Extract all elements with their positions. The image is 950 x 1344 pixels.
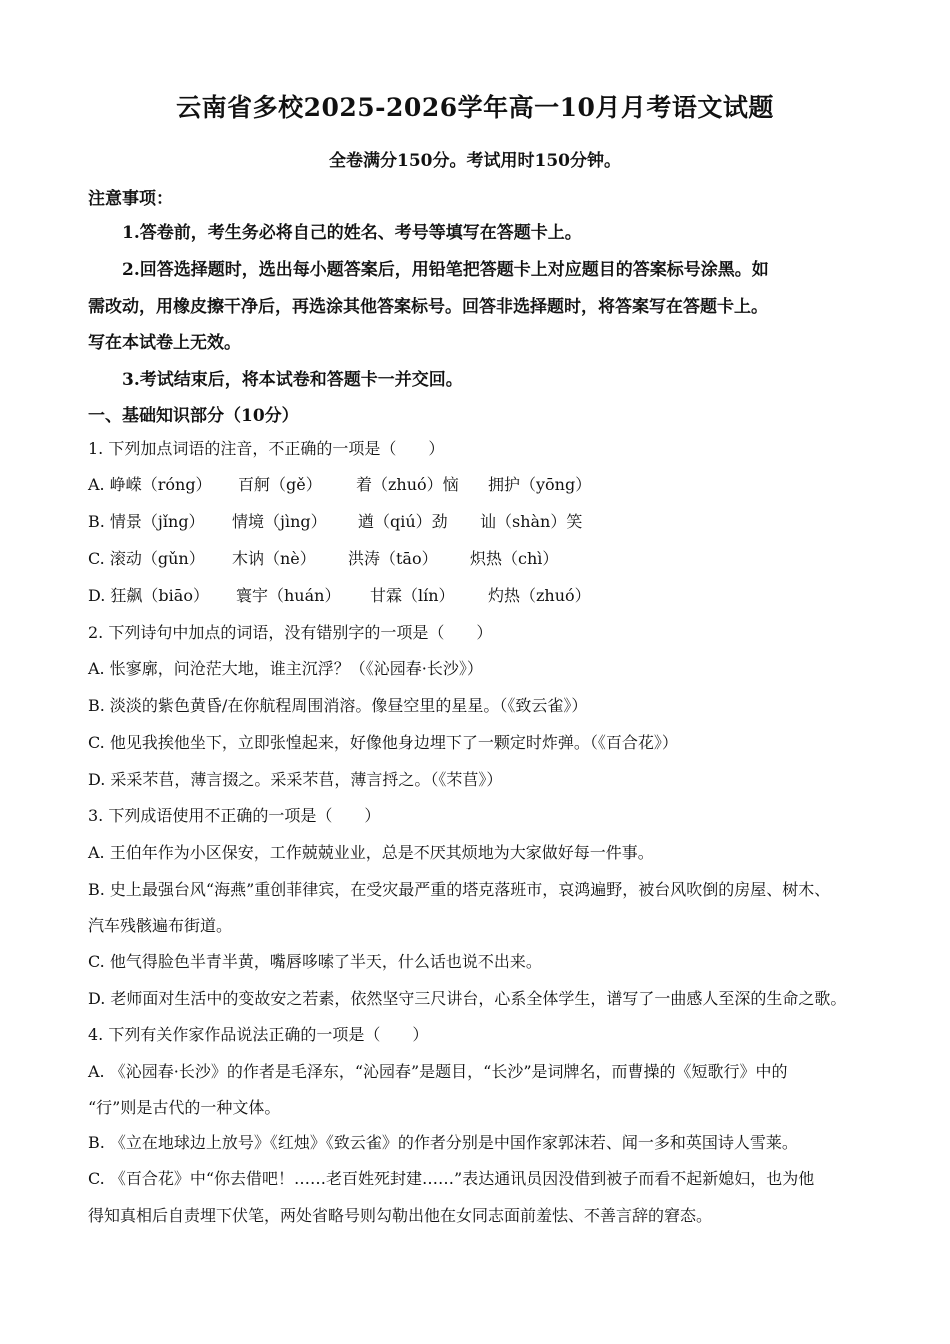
note-1: 1.答卷前，考生务必将自己的姓名、考号等填写在答题卡上。 <box>122 223 582 243</box>
note-2-line-1: 2.回答选择题时，选出每小题答案后，用铅笔把答题卡上对应题目的答案标号涂黑。如 <box>122 260 769 280</box>
q1-option-a-4: 拥护（yōng） <box>488 475 592 494</box>
q1-option-c-2: 木讷（nè） <box>232 549 316 568</box>
q1-option-a-3: 着（zhuó）恼 <box>356 475 459 494</box>
exam-info: 全卷满分150分。考试用时150分钟。 <box>329 151 621 171</box>
q4-option-c-line-2: 得知真相后自责埋下伏笔，两处省略号则勾勒出他在女同志面前羞怯、不善言辞的窘态。 <box>88 1206 713 1225</box>
q1-option-a-2: 百舸（gě） <box>238 475 322 494</box>
page-title: 云南省多校2025-2026学年高一10月月考语文试题 <box>176 93 774 122</box>
notes-heading: 注意事项： <box>88 189 173 209</box>
q1-option-b-2: 情境（jìng） <box>232 512 327 531</box>
q1-option-b-1: B. 情景（jǐng） <box>88 512 205 531</box>
q3-option-b-line-1: B. 史上最强台风“海燕”重创菲律宾，在受灾最严重的塔克落班市，哀鸿遍野，被台风吹倒的房屋、树木、 <box>88 880 831 899</box>
q4-option-c-line-1: C. 《百合花》中“你去借吧！……老百姓死封建……”表达通讯员因没借到被子而看不起新媳妇，也为他 <box>88 1169 815 1188</box>
question-3-stem: 3. 下列成语使用不正确的一项是（ ） <box>88 806 381 825</box>
question-4-stem: 4. 下列有关作家作品说法正确的一项是（ ） <box>88 1025 429 1044</box>
q1-option-d-3: 甘霖（lín） <box>370 586 455 605</box>
q1-option-a-1: A. 峥嵘（róng） <box>88 475 212 494</box>
q3-option-c: C. 他气得脸色半青半黄，嘴唇哆嗦了半天，什么话也说不出来。 <box>88 952 542 971</box>
q1-option-b-4: 讪（shàn）笑 <box>480 512 583 531</box>
q3-option-b-line-2: 汽车残骸遍布街道。 <box>88 916 233 935</box>
note-3: 3.考试结束后，将本试卷和答题卡一并交回。 <box>122 370 463 390</box>
q2-option-c: C. 他见我挨他坐下，立即张惶起来，好像他身边埋下了一颗定时炸弹。（《百合花》） <box>88 733 678 752</box>
q4-option-b: B. 《立在地球边上放号》《红烛》《致云雀》的作者分别是中国作家郭沫若、闻一多和英国诗人雪莱。 <box>88 1133 798 1152</box>
question-1-stem: 1. 下列加点词语的注音，不正确的一项是（ ） <box>88 439 445 458</box>
q4-option-a-line-2: “行”则是古代的一种文体。 <box>88 1098 281 1117</box>
q1-option-c-4: 炽热（chì） <box>470 549 559 568</box>
q1-option-d-4: 灼热（zhuó） <box>488 586 591 605</box>
q1-option-d-1: D. 狂飙（biāo） <box>88 586 209 605</box>
q4-option-a-line-1: A. 《沁园春·长沙》的作者是毛泽东，“沁园春”是题目，“长沙”是词牌名，而曹操的《短歌行》中的 <box>88 1062 788 1081</box>
q2-option-a: A. 怅寥廓，问沧茫大地，谁主沉浮？（《沁园春·长沙》） <box>88 659 483 678</box>
q1-option-d-2: 寰宇（huán） <box>236 586 341 605</box>
q1-option-c-3: 洪涛（tāo） <box>348 549 438 568</box>
q2-option-b: B. 淡淡的紫色黄昏/在你航程周围消溶。像昼空里的星星。（《致云雀》） <box>88 696 588 715</box>
q1-option-c-1: C. 滚动（gǔn） <box>88 549 205 568</box>
question-2-stem: 2. 下列诗句中加点的词语，没有错别字的一项是（ ） <box>88 623 493 642</box>
section-heading: 一、基础知识部分（10分） <box>88 406 299 426</box>
q3-option-d: D. 老师面对生活中的变故安之若素，依然坚守三尺讲台，心系全体学生，谱写了一曲感人至深的生命之歌。 <box>88 989 847 1008</box>
q3-option-a: A. 王伯年作为小区保安，工作兢兢业业，总是不厌其烦地为大家做好每一件事。 <box>88 843 654 862</box>
q1-option-b-3: 遒（qiú）劲 <box>358 512 448 531</box>
note-2-line-2: 需改动，用橡皮擦干净后，再选涂其他答案标号。回答非选择题时，将答案写在答题卡上。 <box>88 297 768 317</box>
note-2-line-3: 写在本试卷上无效。 <box>88 333 241 353</box>
q2-option-d: D. 采采芣苢，薄言掇之。采采芣苢，薄言捋之。（《芣苢》） <box>88 770 503 789</box>
